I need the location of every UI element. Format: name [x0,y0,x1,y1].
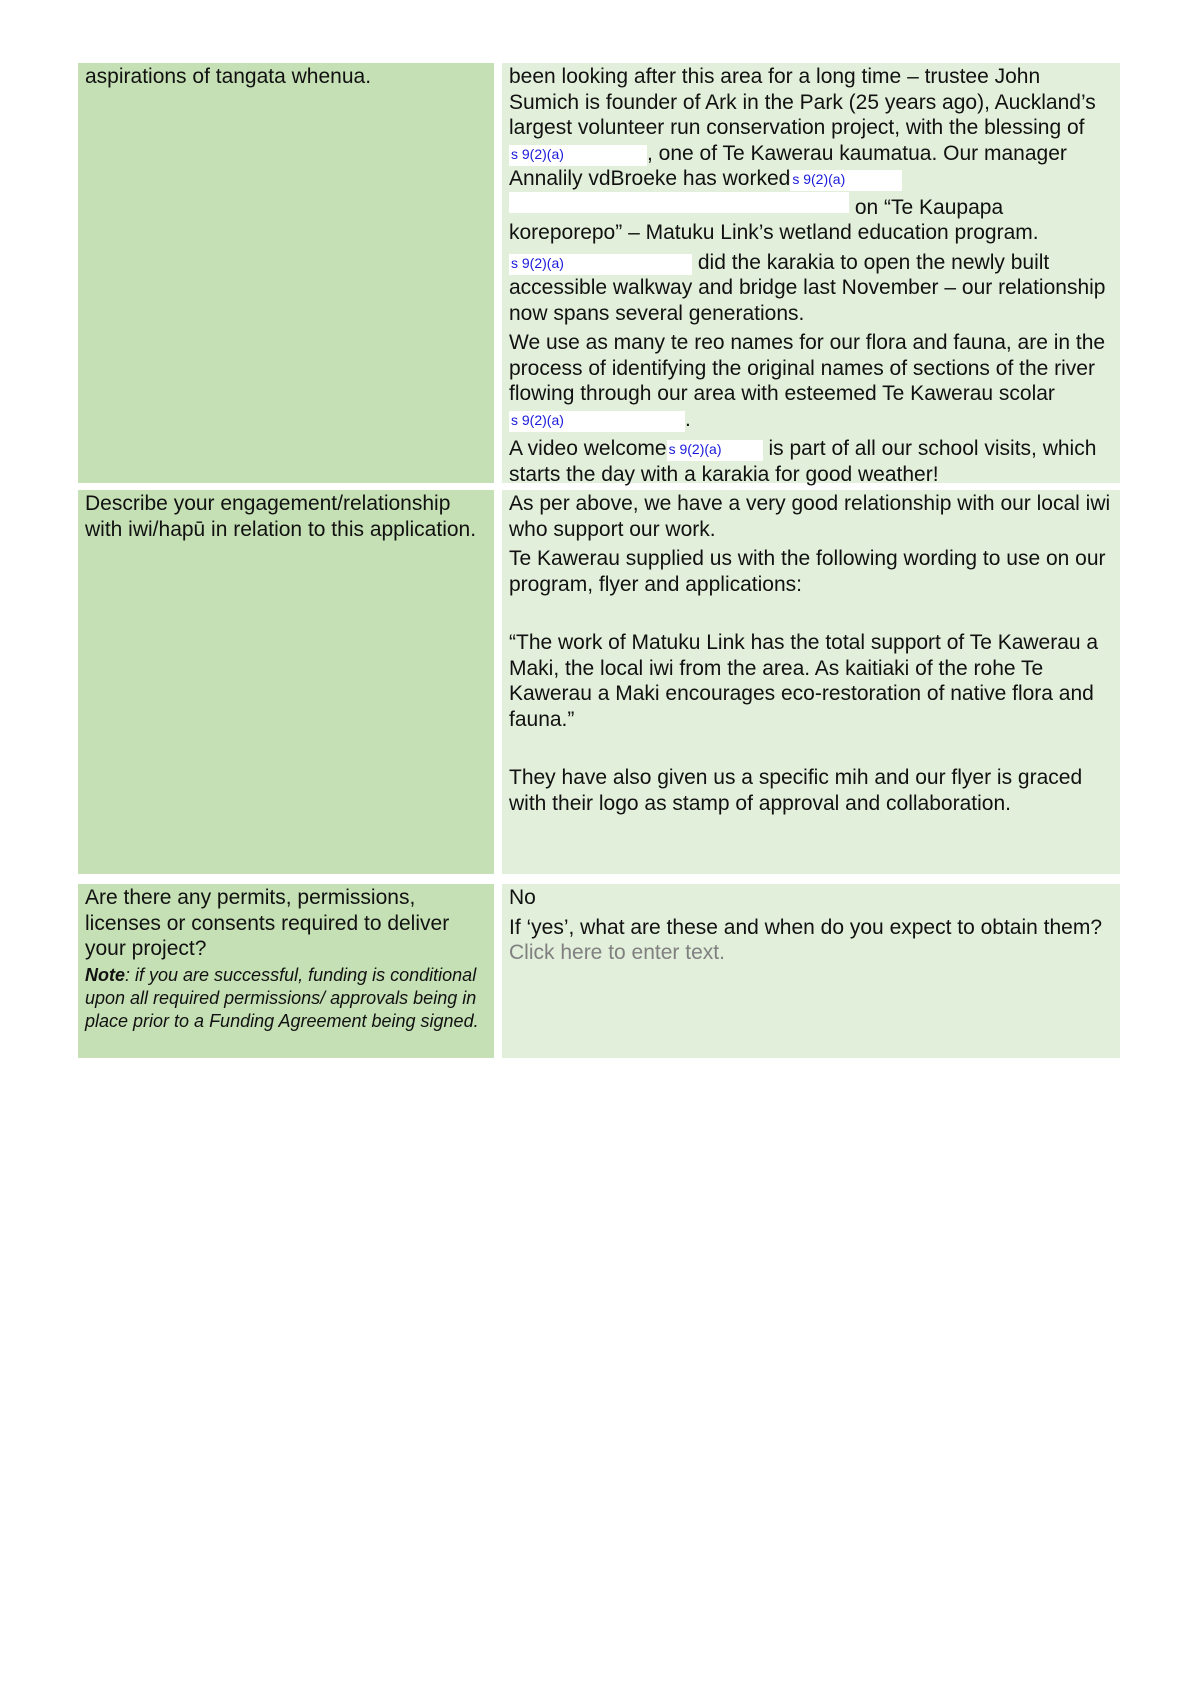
answer-paragraph [509,64,1113,246]
note-text [85,964,487,1033]
answer-text: Our manager Annalily vdBroeke has worked [509,141,1067,190]
note-label: Note [85,964,125,985]
answer-cell [502,63,1120,486]
note-body: : if you are successful, funding is conditional upon all required permissions/ approvals being in place prior to a Funding Agreement being signed. [85,964,479,1031]
redaction-box: s 9(2)(a) [790,170,902,191]
question-cell [78,490,494,874]
spacer [509,736,1113,765]
answer-text: , one of Te Kawerau kaumatua. [647,141,938,165]
answer-paragraph [509,915,1113,966]
table-row-iwi-engagement [78,490,1120,874]
question-cell [78,884,494,1058]
answer-text: If ‘yes’, what are these and when do you expect to obtain them? [509,915,1103,939]
answer-paragraph [509,330,1113,432]
redaction-box: s 9(2)(a) [509,254,692,275]
answer-text: on “Te Kaupapa koreporepo” – Matuku Link’s wetland education program. [509,195,1039,244]
answer-text: . [685,407,691,431]
answer-cell [502,490,1120,874]
answer-paragraph: Te Kawerau supplied us with the following wording to use on our program, flyer and applications: [509,547,1106,596]
question-cell [78,63,494,483]
question-text: Describe your engagement/relationship with iwi/hapū in relation to this application. [85,492,477,541]
answer-paragraph: No [509,886,536,909]
question-text: Are there any permits, permissions, licenses or consents required to deliver your project? [85,886,450,960]
redaction-box: s 9(2)(a) [667,440,763,461]
answer-text: did the karakia to open the newly built accessible walkway and bridge last November – our relationship now spans several generations. [509,250,1106,325]
answer-text: A video welcome [509,437,667,460]
answer-paragraph [509,250,1113,327]
table-row-tangata-whenua [78,63,1120,486]
answer-text: been looking after this area for a long time – trustee John Sumich is founder of Ark in the Park (25 years ago), Auckland’s largest volunteer run conservation project, with the blessing of [509,65,1096,139]
redaction-box: s 9(2)(a) [509,411,685,432]
quoted-wording: “The work of Matuku Link has the total support of Te Kawerau a Maki, the local iwi from the area. As kaitiaki of the rohe Te Kawerau a Maki encourages eco-restoration of native flora and fauna.” [509,631,1099,731]
answer-paragraph [509,436,1113,487]
answer-text: We use as many te reo names for our flora and fauna, are in the process of identifying the original names of sections of the river flowing through our area with esteemed Te Kawerau scolar [509,331,1106,405]
redaction-box [509,192,849,213]
spacer [509,601,1113,630]
answer-text: is part of all our school visits, which starts the day with a karakia for good weather! [509,437,1097,486]
answer-paragraph: They have also given us a specific mih and our flyer is graced with their logo as stamp of approval and collaboration. [509,766,1083,815]
table-row-permits [78,884,1120,1058]
question-text: aspirations of tangata whenua. [85,65,372,88]
answer-paragraph: As per above, we have a very good relationship with our local iwi who support our work. [509,492,1111,541]
redaction-box: s 9(2)(a) [509,145,647,166]
answer-cell [502,884,1120,1058]
text-entry-placeholder[interactable]: Click here to enter text. [509,941,725,964]
